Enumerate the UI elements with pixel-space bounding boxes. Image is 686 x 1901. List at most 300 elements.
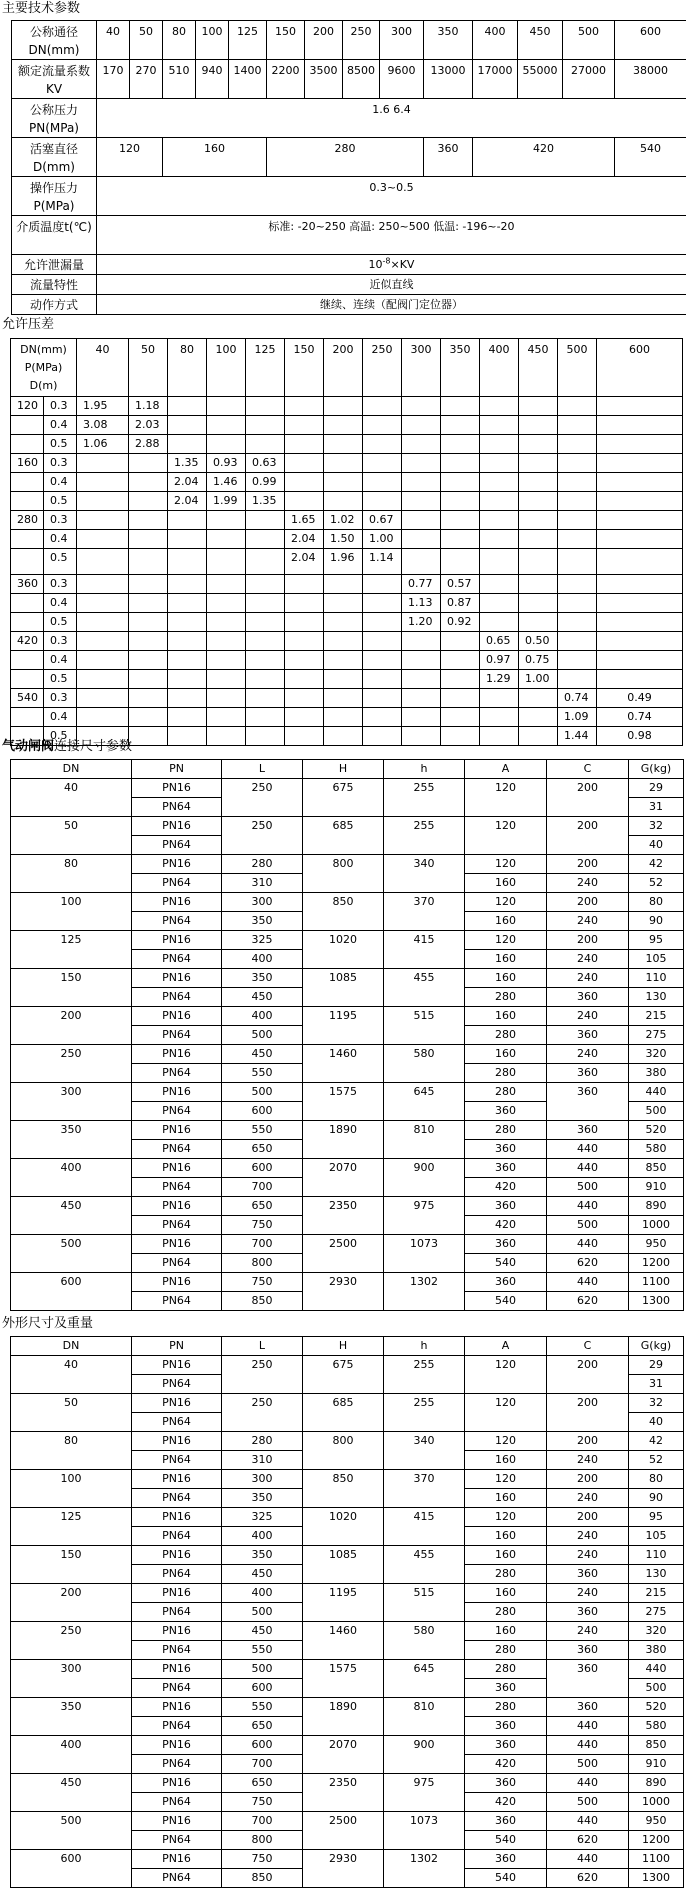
l-cell: 310	[222, 1451, 303, 1470]
leakage-exponent: -8	[382, 256, 391, 266]
l-cell: 600	[222, 1159, 303, 1178]
pressure-diff-cell	[558, 397, 597, 416]
piston-diameter: 160	[11, 454, 44, 473]
pn-cell: PN16	[132, 1584, 222, 1603]
pressure-diff-cell	[246, 689, 285, 708]
dn-column-header: 450	[519, 339, 558, 397]
dn-cell: 400	[11, 1159, 132, 1197]
pressure-diff-cell	[363, 689, 402, 708]
h-cell: 810	[384, 1121, 465, 1159]
pressure-diff-cell	[480, 549, 519, 575]
piston-diameter	[11, 594, 44, 613]
l-cell: 450	[222, 1622, 303, 1641]
h-cell: 370	[384, 1470, 465, 1508]
pressure-diff-cell	[441, 727, 480, 746]
dims-row	[11, 1736, 684, 1755]
dims-column-header: h	[384, 760, 465, 779]
pressure-diff-cell	[246, 397, 285, 416]
pressure-diff-cell	[207, 575, 246, 594]
pressure-diff-cell	[480, 511, 519, 530]
pressure-diff-cell	[207, 727, 246, 746]
pressure-diff-cell	[129, 549, 168, 575]
pressure-diff-cell	[402, 632, 441, 651]
pn-cell: PN64	[132, 1451, 222, 1470]
pressure-diff-cell	[363, 575, 402, 594]
pressure-diff-cell	[597, 530, 683, 549]
pressure-diff-cell	[597, 454, 683, 473]
pressure-diff-row	[11, 492, 683, 511]
dn-row	[12, 21, 686, 60]
dn-column-header: 250	[363, 339, 402, 397]
c-cell: 240	[547, 1045, 629, 1064]
dims-row	[11, 893, 684, 912]
dims-column-header: H	[303, 1337, 384, 1356]
c-cell: 240	[547, 1527, 629, 1546]
l-cell: 650	[222, 1774, 303, 1793]
pressure-diff-cell	[285, 594, 324, 613]
pressure-diff-cell	[480, 397, 519, 416]
c-cell: 440	[547, 1774, 629, 1793]
pressure-value: 0.4	[44, 594, 77, 613]
c-cell: 360	[547, 1064, 629, 1083]
a-cell: 280	[465, 1660, 547, 1679]
piston-value: 120	[97, 138, 163, 177]
pressure-value: 0.5	[44, 549, 77, 575]
H-cell: 2070	[303, 1159, 384, 1197]
weight-cell: 90	[629, 912, 684, 931]
H-cell: 675	[303, 779, 384, 817]
c-cell: 200	[547, 931, 629, 950]
h-cell: 455	[384, 1546, 465, 1584]
dn-cell: 250	[11, 1045, 132, 1083]
l-cell: 550	[222, 1064, 303, 1083]
pn-cell: PN16	[132, 1432, 222, 1451]
pn-cell: PN64	[132, 950, 222, 969]
piston-diameter	[11, 473, 44, 492]
c-cell: 240	[547, 950, 629, 969]
pressure-diff-cell: 2.04	[285, 549, 324, 575]
a-cell: 120	[465, 1508, 547, 1527]
pressure-diff-row	[11, 670, 683, 689]
dims-row	[11, 1812, 684, 1831]
pressure-diff-cell	[519, 708, 558, 727]
dn-cell: 400	[11, 1736, 132, 1774]
dims-row	[11, 1235, 684, 1254]
dims-row	[11, 1356, 684, 1375]
pressure-diff-cell	[285, 651, 324, 670]
pressure-diff-cell	[480, 594, 519, 613]
pn-cell: PN64	[132, 1064, 222, 1083]
dims-column-header: PN	[132, 760, 222, 779]
pressure-diff-cell	[324, 651, 363, 670]
c-cell: 240	[547, 1451, 629, 1470]
weight-cell: 40	[629, 836, 684, 855]
weight-cell: 80	[629, 1470, 684, 1489]
pressure-diff-cell	[441, 670, 480, 689]
pressure-diff-cell	[129, 473, 168, 492]
weight-cell: 215	[629, 1007, 684, 1026]
pressure-diff-cell	[519, 530, 558, 549]
pressure-diff-cell: 3.08	[77, 416, 129, 435]
a-cell: 160	[465, 912, 547, 931]
dn-cell: 80	[11, 1432, 132, 1470]
pn-cell: PN16	[132, 1273, 222, 1292]
pn-row	[12, 99, 686, 138]
c-cell: 440	[547, 1159, 629, 1178]
pressure-diff-cell	[480, 435, 519, 454]
weight-cell: 440	[629, 1660, 684, 1679]
H-cell: 2500	[303, 1812, 384, 1850]
dims-row	[11, 1470, 684, 1489]
pressure-diff-cell	[207, 613, 246, 632]
pressure-diff-cell	[324, 613, 363, 632]
pressure-diff-cell	[129, 454, 168, 473]
H-cell: 1020	[303, 1508, 384, 1546]
pressure-diff-cell	[129, 575, 168, 594]
leakage-suffix: ×KV	[390, 258, 415, 271]
dims-row	[11, 1121, 684, 1140]
axis-header-line: D(m)	[29, 379, 58, 392]
pressure-diff-cell	[558, 670, 597, 689]
H-cell: 1195	[303, 1007, 384, 1045]
a-cell: 120	[465, 855, 547, 874]
pn-cell: PN64	[132, 1140, 222, 1159]
weight-cell: 31	[629, 798, 684, 817]
dn-cell: 350	[11, 1698, 132, 1736]
pressure-diff-cell	[519, 454, 558, 473]
l-cell: 400	[222, 950, 303, 969]
pressure-diff-cell	[77, 651, 129, 670]
h-cell: 1302	[384, 1850, 465, 1888]
dn-column-header: 500	[558, 339, 597, 397]
a-cell: 360	[465, 1159, 547, 1178]
pressure-diff-cell	[285, 613, 324, 632]
kv-value: 940	[196, 60, 229, 99]
a-cell: 280	[465, 1064, 547, 1083]
pressure-diff-cell: 0.92	[441, 613, 480, 632]
h-cell: 340	[384, 1432, 465, 1470]
dims-header-row	[11, 760, 684, 779]
l-cell: 250	[222, 1356, 303, 1394]
c-cell: 440	[547, 1273, 629, 1292]
l-cell: 500	[222, 1026, 303, 1045]
pressure-diff-cell	[402, 492, 441, 511]
pressure-diff-cell	[519, 397, 558, 416]
dims-row	[11, 1007, 684, 1026]
pn-cell: PN16	[132, 1660, 222, 1679]
dims-row	[11, 969, 684, 988]
c-cell: 360	[547, 1121, 629, 1140]
pn-cell: PN64	[132, 1413, 222, 1432]
kv-value: 2200	[267, 60, 305, 99]
pn-cell: PN16	[132, 855, 222, 874]
weight-cell: 105	[629, 1527, 684, 1546]
outline-dims-table	[10, 1336, 684, 1888]
pressure-diff-cell	[324, 473, 363, 492]
H-cell: 2500	[303, 1235, 384, 1273]
c-cell: 200	[547, 1470, 629, 1489]
weight-cell: 32	[629, 1394, 684, 1413]
pressure-diff-cell	[207, 632, 246, 651]
c-cell: 200	[547, 1508, 629, 1527]
pn-cell: PN64	[132, 1216, 222, 1235]
pressure-diff-row	[11, 511, 683, 530]
pn-cell: PN16	[132, 1007, 222, 1026]
weight-cell: 380	[629, 1641, 684, 1660]
axis-header	[11, 339, 77, 397]
l-cell: 650	[222, 1197, 303, 1216]
pressure-diff-row	[11, 689, 683, 708]
pn-cell: PN16	[132, 1850, 222, 1869]
pressure-diff-cell	[597, 511, 683, 530]
pressure-diff-cell	[77, 530, 129, 549]
l-cell: 350	[222, 912, 303, 931]
pressure-diff-cell	[324, 594, 363, 613]
dn-cell: 50	[11, 817, 132, 855]
pressure-diff-cell	[480, 473, 519, 492]
pressure-diff-cell	[168, 435, 207, 454]
pressure-diff-cell	[402, 473, 441, 492]
pn-cell: PN16	[132, 1508, 222, 1527]
l-cell: 350	[222, 969, 303, 988]
l-cell: 800	[222, 1254, 303, 1273]
dn-value: 200	[305, 21, 343, 60]
pressure-diff-cell	[558, 594, 597, 613]
pressure-diff-cell	[480, 689, 519, 708]
c-cell: 240	[547, 1489, 629, 1508]
c-cell: 240	[547, 1546, 629, 1565]
flow-char-value: 近似直线	[97, 275, 686, 295]
pressure-diff-cell	[168, 594, 207, 613]
pressure-diff-cell	[519, 511, 558, 530]
pressure-diff-cell: 0.65	[480, 632, 519, 651]
l-cell: 250	[222, 779, 303, 817]
pressure-diff-cell	[402, 416, 441, 435]
piston-label: 活塞直径D(mm)	[12, 138, 97, 177]
c-cell: 620	[547, 1831, 629, 1850]
pressure-diff-cell	[324, 632, 363, 651]
h-cell: 645	[384, 1083, 465, 1121]
pressure-diff-row	[11, 632, 683, 651]
pressure-diff-cell: 1.44	[558, 727, 597, 746]
pressure-diff-cell	[480, 727, 519, 746]
H-cell: 2930	[303, 1850, 384, 1888]
h-cell: 255	[384, 817, 465, 855]
pressure-diff-cell	[363, 454, 402, 473]
pressure-diff-cell: 1.00	[519, 670, 558, 689]
pressure-diff-cell	[77, 632, 129, 651]
dn-column-header: 50	[129, 339, 168, 397]
pressure-diff-cell	[441, 435, 480, 454]
pressure-diff-row	[11, 613, 683, 632]
dn-cell: 125	[11, 1508, 132, 1546]
dn-column-header: 100	[207, 339, 246, 397]
l-cell: 280	[222, 855, 303, 874]
pressure-diff-cell	[168, 511, 207, 530]
weight-cell: 110	[629, 1546, 684, 1565]
conn-dims-title-rest: 连接尺寸参数	[54, 739, 133, 754]
pressure-diff-cell	[246, 416, 285, 435]
weight-cell: 105	[629, 950, 684, 969]
a-cell: 360	[465, 1812, 547, 1831]
pn-cell: PN64	[132, 912, 222, 931]
weight-cell: 580	[629, 1140, 684, 1159]
pn-cell: PN16	[132, 893, 222, 912]
a-cell: 540	[465, 1254, 547, 1273]
pressure-diff-cell	[519, 613, 558, 632]
pressure-diff-cell: 1.00	[363, 530, 402, 549]
a-cell: 360	[465, 1197, 547, 1216]
a-cell: 360	[465, 1140, 547, 1159]
dims-column-header: G(kg)	[629, 1337, 684, 1356]
pressure-diff-cell	[324, 575, 363, 594]
weight-cell: 80	[629, 893, 684, 912]
pressure-value: 0.5	[44, 613, 77, 632]
pressure-diff-cell	[597, 492, 683, 511]
pn-cell: PN64	[132, 1254, 222, 1273]
pn-cell: PN16	[132, 1197, 222, 1216]
h-cell: 415	[384, 1508, 465, 1546]
pressure-diff-cell	[558, 454, 597, 473]
h-cell: 1073	[384, 1235, 465, 1273]
dims-header-row	[11, 1337, 684, 1356]
H-cell: 675	[303, 1356, 384, 1394]
pressure-diff-cell	[480, 708, 519, 727]
pressure-diff-cell	[168, 397, 207, 416]
pressure-diff-cell	[77, 575, 129, 594]
pressure-diff-cell	[246, 613, 285, 632]
pressure-diff-cell	[129, 511, 168, 530]
pressure-diff-cell	[519, 473, 558, 492]
axis-header-line: P(MPa)	[24, 361, 63, 374]
a-cell: 360	[465, 1736, 547, 1755]
piston-diameter: 120	[11, 397, 44, 416]
axis-header-line: DN(mm)	[20, 343, 67, 356]
l-cell: 600	[222, 1102, 303, 1121]
pn-cell: PN64	[132, 1641, 222, 1660]
pressure-diff-cell	[480, 416, 519, 435]
dn-column-header: 350	[441, 339, 480, 397]
l-cell: 800	[222, 1831, 303, 1850]
pressure-diff-cell	[558, 632, 597, 651]
weight-cell: 580	[629, 1717, 684, 1736]
dims-row	[11, 817, 684, 836]
pressure-diff-cell	[441, 454, 480, 473]
h-cell: 255	[384, 1394, 465, 1432]
piston-diameter	[11, 492, 44, 511]
c-cell: 620	[547, 1869, 629, 1888]
pressure-diff-cell	[207, 511, 246, 530]
pressure-diff-cell	[558, 651, 597, 670]
c-cell: 200	[547, 855, 629, 874]
pressure-diff-cell: 1.06	[77, 435, 129, 454]
weight-cell: 440	[629, 1083, 684, 1102]
c-cell: 440	[547, 1717, 629, 1736]
dims-row	[11, 1273, 684, 1292]
pressure-diff-cell: 0.77	[402, 575, 441, 594]
pressure-diff-cell	[441, 511, 480, 530]
a-cell: 360	[465, 1273, 547, 1292]
pressure-diff-cell	[129, 632, 168, 651]
l-cell: 750	[222, 1850, 303, 1869]
piston-value: 540	[615, 138, 686, 177]
pressure-diff-cell	[402, 651, 441, 670]
a-cell: 280	[465, 988, 547, 1007]
pressure-diff-cell	[402, 530, 441, 549]
pressure-diff-cell	[519, 689, 558, 708]
h-cell: 340	[384, 855, 465, 893]
pressure-value: 0.3	[44, 689, 77, 708]
dims-row	[11, 1197, 684, 1216]
pressure-diff-cell	[324, 689, 363, 708]
a-cell: 540	[465, 1831, 547, 1850]
pressure-diff-cell	[480, 575, 519, 594]
pn-cell: PN64	[132, 1755, 222, 1774]
pressure-diff-cell	[207, 594, 246, 613]
pn-cell: PN16	[132, 1235, 222, 1254]
a-cell: 420	[465, 1178, 547, 1197]
pressure-diff-cell: 1.50	[324, 530, 363, 549]
pressure-diff-cell	[597, 435, 683, 454]
c-cell: 360	[547, 1641, 629, 1660]
pressure-diff-cell	[519, 549, 558, 575]
pressure-diff-cell: 2.04	[285, 530, 324, 549]
dims-column-header: PN	[132, 1337, 222, 1356]
pressure-diff-cell	[519, 575, 558, 594]
h-cell: 975	[384, 1197, 465, 1235]
piston-value: 360	[424, 138, 473, 177]
c-cell: 200	[547, 779, 629, 817]
leakage-base: 10	[368, 258, 383, 271]
pressure-diff-cell: 2.04	[168, 473, 207, 492]
weight-cell: 1300	[629, 1292, 684, 1311]
pressure-diff-cell	[77, 454, 129, 473]
weight-cell: 850	[629, 1159, 684, 1178]
pressure-diff-cell	[77, 708, 129, 727]
pressure-diff-cell	[246, 435, 285, 454]
dn-cell: 250	[11, 1622, 132, 1660]
dn-cell: 500	[11, 1812, 132, 1850]
dn-cell: 40	[11, 779, 132, 817]
main-params-table	[11, 20, 686, 315]
pressure-diff-cell	[324, 454, 363, 473]
c-cell: 620	[547, 1254, 629, 1273]
c-cell: 240	[547, 1007, 629, 1026]
dn-value: 50	[130, 21, 163, 60]
pn-value: 1.6 6.4	[97, 99, 686, 138]
pressure-value: 0.5	[44, 492, 77, 511]
H-cell: 2350	[303, 1197, 384, 1235]
pressure-diff-cell: 0.99	[246, 473, 285, 492]
dn-cell: 300	[11, 1660, 132, 1698]
pressure-diff-cell	[246, 549, 285, 575]
H-cell: 2930	[303, 1273, 384, 1311]
H-cell: 850	[303, 893, 384, 931]
leakage-row	[12, 255, 686, 275]
weight-cell: 500	[629, 1679, 684, 1698]
pressure-value: 0.3	[44, 454, 77, 473]
a-cell: 540	[465, 1292, 547, 1311]
weight-cell: 110	[629, 969, 684, 988]
a-cell: 160	[465, 969, 547, 988]
c-cell: 500	[547, 1793, 629, 1812]
piston-diameter: 540	[11, 689, 44, 708]
pn-cell: PN64	[132, 1292, 222, 1311]
pressure-diff-cell	[285, 670, 324, 689]
pressure-diff-cell	[77, 492, 129, 511]
dn-cell: 500	[11, 1235, 132, 1273]
pn-cell: PN16	[132, 1546, 222, 1565]
